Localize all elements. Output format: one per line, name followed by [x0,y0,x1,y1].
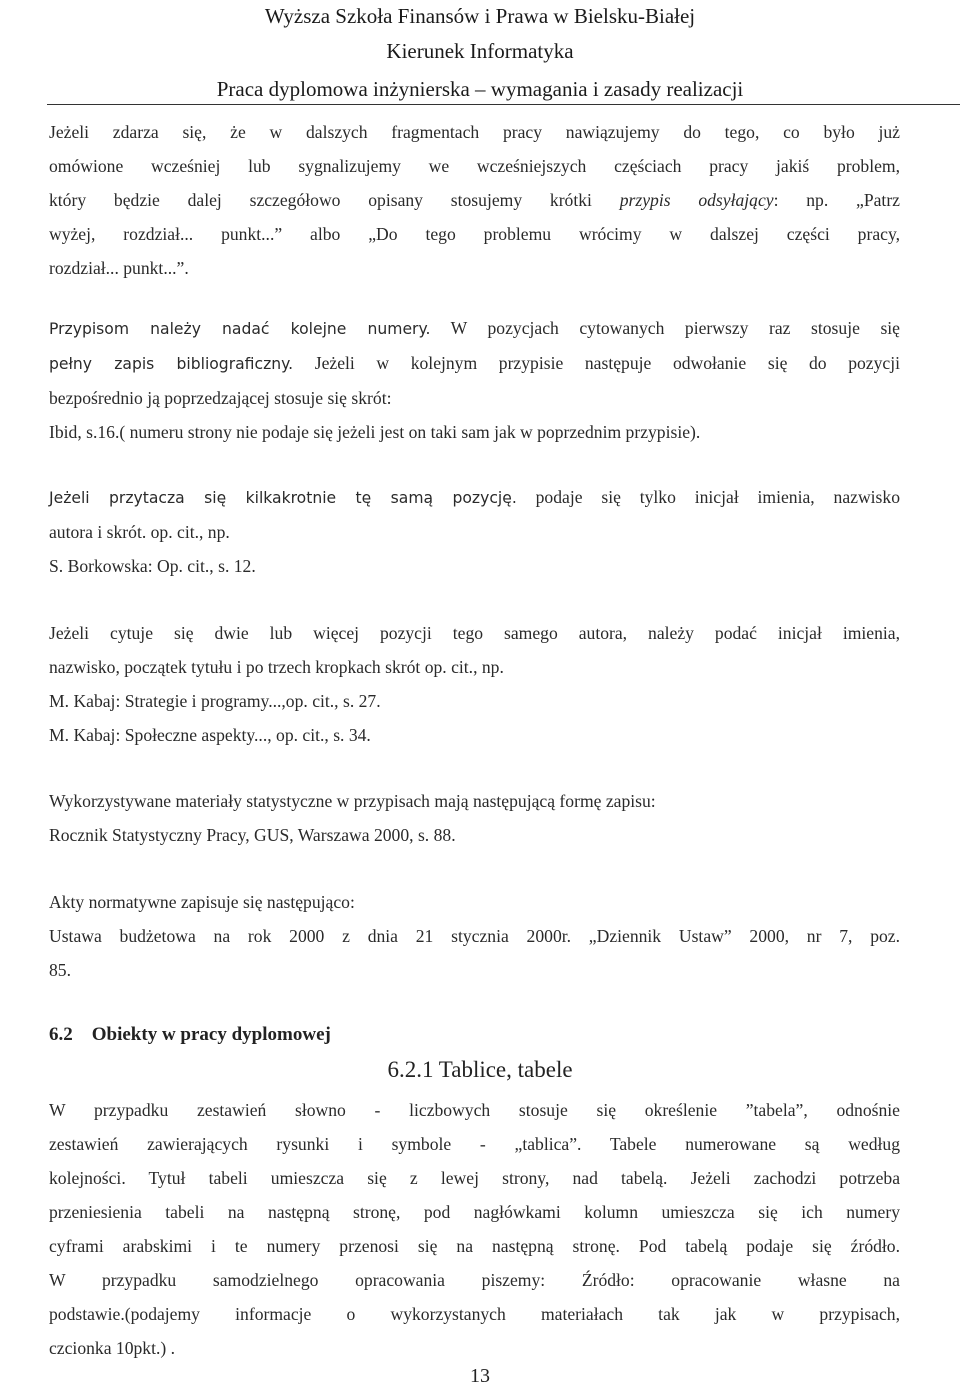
text-line: wyżej, rozdział... punkt...” albo „Do tego problemu wrócimy w dalszej części pracy, [49,224,900,244]
text-line: Wykorzystywane materiały statystyczne w przypisach mają następującą formę zapisu: [49,791,656,811]
text-line [49,480,900,515]
text-line: M. Kabaj: Strategie i programy...,op. cit., s. 27. [49,691,381,711]
section-heading: 6.2 Obiekty w pracy dyplomowej [49,1024,331,1045]
text-line: autora i skrót. op. cit., np. [49,522,230,542]
text-line: Akty normatywne zapisuje się następująco: [49,892,355,912]
text-fragment: W pozycjach cytowanych pierwszy raz stosuje się [430,318,900,338]
text-line: bezpośrednio ją poprzedzającej stosuje się skrót: [49,388,392,408]
header-document-title: Praca dyplomowa inżynierska – wymagania i zasady realizacji [216,77,744,101]
paragraph-tables [49,1093,900,1365]
text-fragment: który będzie dalej szczegółowo opisany stosujemy krótki [49,190,620,210]
paragraph-legal-acts [49,885,900,987]
text-line: rozdział... punkt...”. [49,258,189,278]
text-fragment: Jeżeli w kolejnym przypisie następuje odwołanie się do pozycji [293,353,900,373]
text-line: cyframi arabskimi i te numery przenosi się na następną stronę. Pod tabelą podaje się źródło. [49,1236,900,1256]
text-line [49,183,900,217]
text-fragment: Jeżeli przytacza się kilkakrotnie tę samą pozycję. [49,489,517,507]
text-line: zestawień zawierających rysunki i symbole - „tablica”. Tabele numerowane są według [49,1134,900,1154]
page-number: 13 [470,1365,490,1387]
text-line: czcionka 10pkt.) . [49,1338,176,1358]
header-school-name: Wyższa Szkoła Finansów i Prawa w Bielsku-Białej [264,4,696,28]
text-line: W przypadku samodzielnego opracowania piszemy: Źródło: opracowanie własne na [49,1270,900,1290]
text-line: W przypadku zestawień słowno - liczbowych stosuje się określenie ”tabela”, odnośnie [49,1100,900,1120]
paragraph-multiple-works [49,616,900,752]
text-line: przeniesienia tabeli na następną stronę, pod nagłówkami kolumn umieszcza się ich numery [49,1202,900,1222]
text-fragment: Przypisom należy nadać kolejne numery. [49,320,431,338]
text-line: omówione wcześniej lub sygnalizujemy we wcześniejszych częściach pracy jakiś problem, [49,156,900,176]
paragraph-statistics [49,784,900,852]
paragraph-repeated-citation [49,480,900,583]
paragraph-cross-reference [49,115,900,285]
text-line: Ustawa budżetowa na rok 2000 z dnia 21 stycznia 2000r. „Dziennik Ustaw” 2000, nr 7, poz. [49,926,900,946]
header-field-of-study: Kierunek Informatyka [386,39,574,63]
text-line: podstawie.(podajemy informacje o wykorzystanych materiałach tak jak w przypisach, [49,1304,900,1324]
text-line: S. Borkowska: Op. cit., s. 12. [49,556,256,576]
paragraph-footnote-numbering [49,311,900,449]
text-line [49,346,900,381]
text-line: Ibid, s.16.( numeru strony nie podaje się jeżeli jest on taki sam jak w poprzednim przypisie). [49,422,701,442]
text-line: Jeżeli zdarza się, że w dalszych fragmentach pracy nawiązujemy do tego, co było już [49,122,900,142]
header-divider [47,104,960,105]
text-line: Rocznik Statystyczny Pracy, GUS, Warszawa 2000, s. 88. [49,825,456,845]
text-line: M. Kabaj: Społeczne aspekty..., op. cit., s. 34. [49,725,371,745]
text-line: kolejności. Tytuł tabeli umieszcza się z lewej strony, nad tabelą. Jeżeli zachodzi potrzeba [49,1168,900,1188]
text-fragment: : np. „Patrz [773,190,900,210]
text-fragment: pełny zapis bibliograficzny. [49,355,294,373]
text-fragment: podaje się tylko inicjał imienia, nazwisko [516,487,900,507]
text-line: Jeżeli cytuje się dwie lub więcej pozycji tego samego autora, należy podać inicjał imienia, [49,623,900,643]
italic-term: przypis odsyłający [619,190,774,210]
text-line: nazwisko, początek tytułu i po trzech kropkach skrót op. cit., np. [49,657,504,677]
subsection-heading: 6.2.1 Tablice, tabele [387,1057,573,1082]
text-line [49,311,900,346]
text-line: 85. [49,960,71,980]
